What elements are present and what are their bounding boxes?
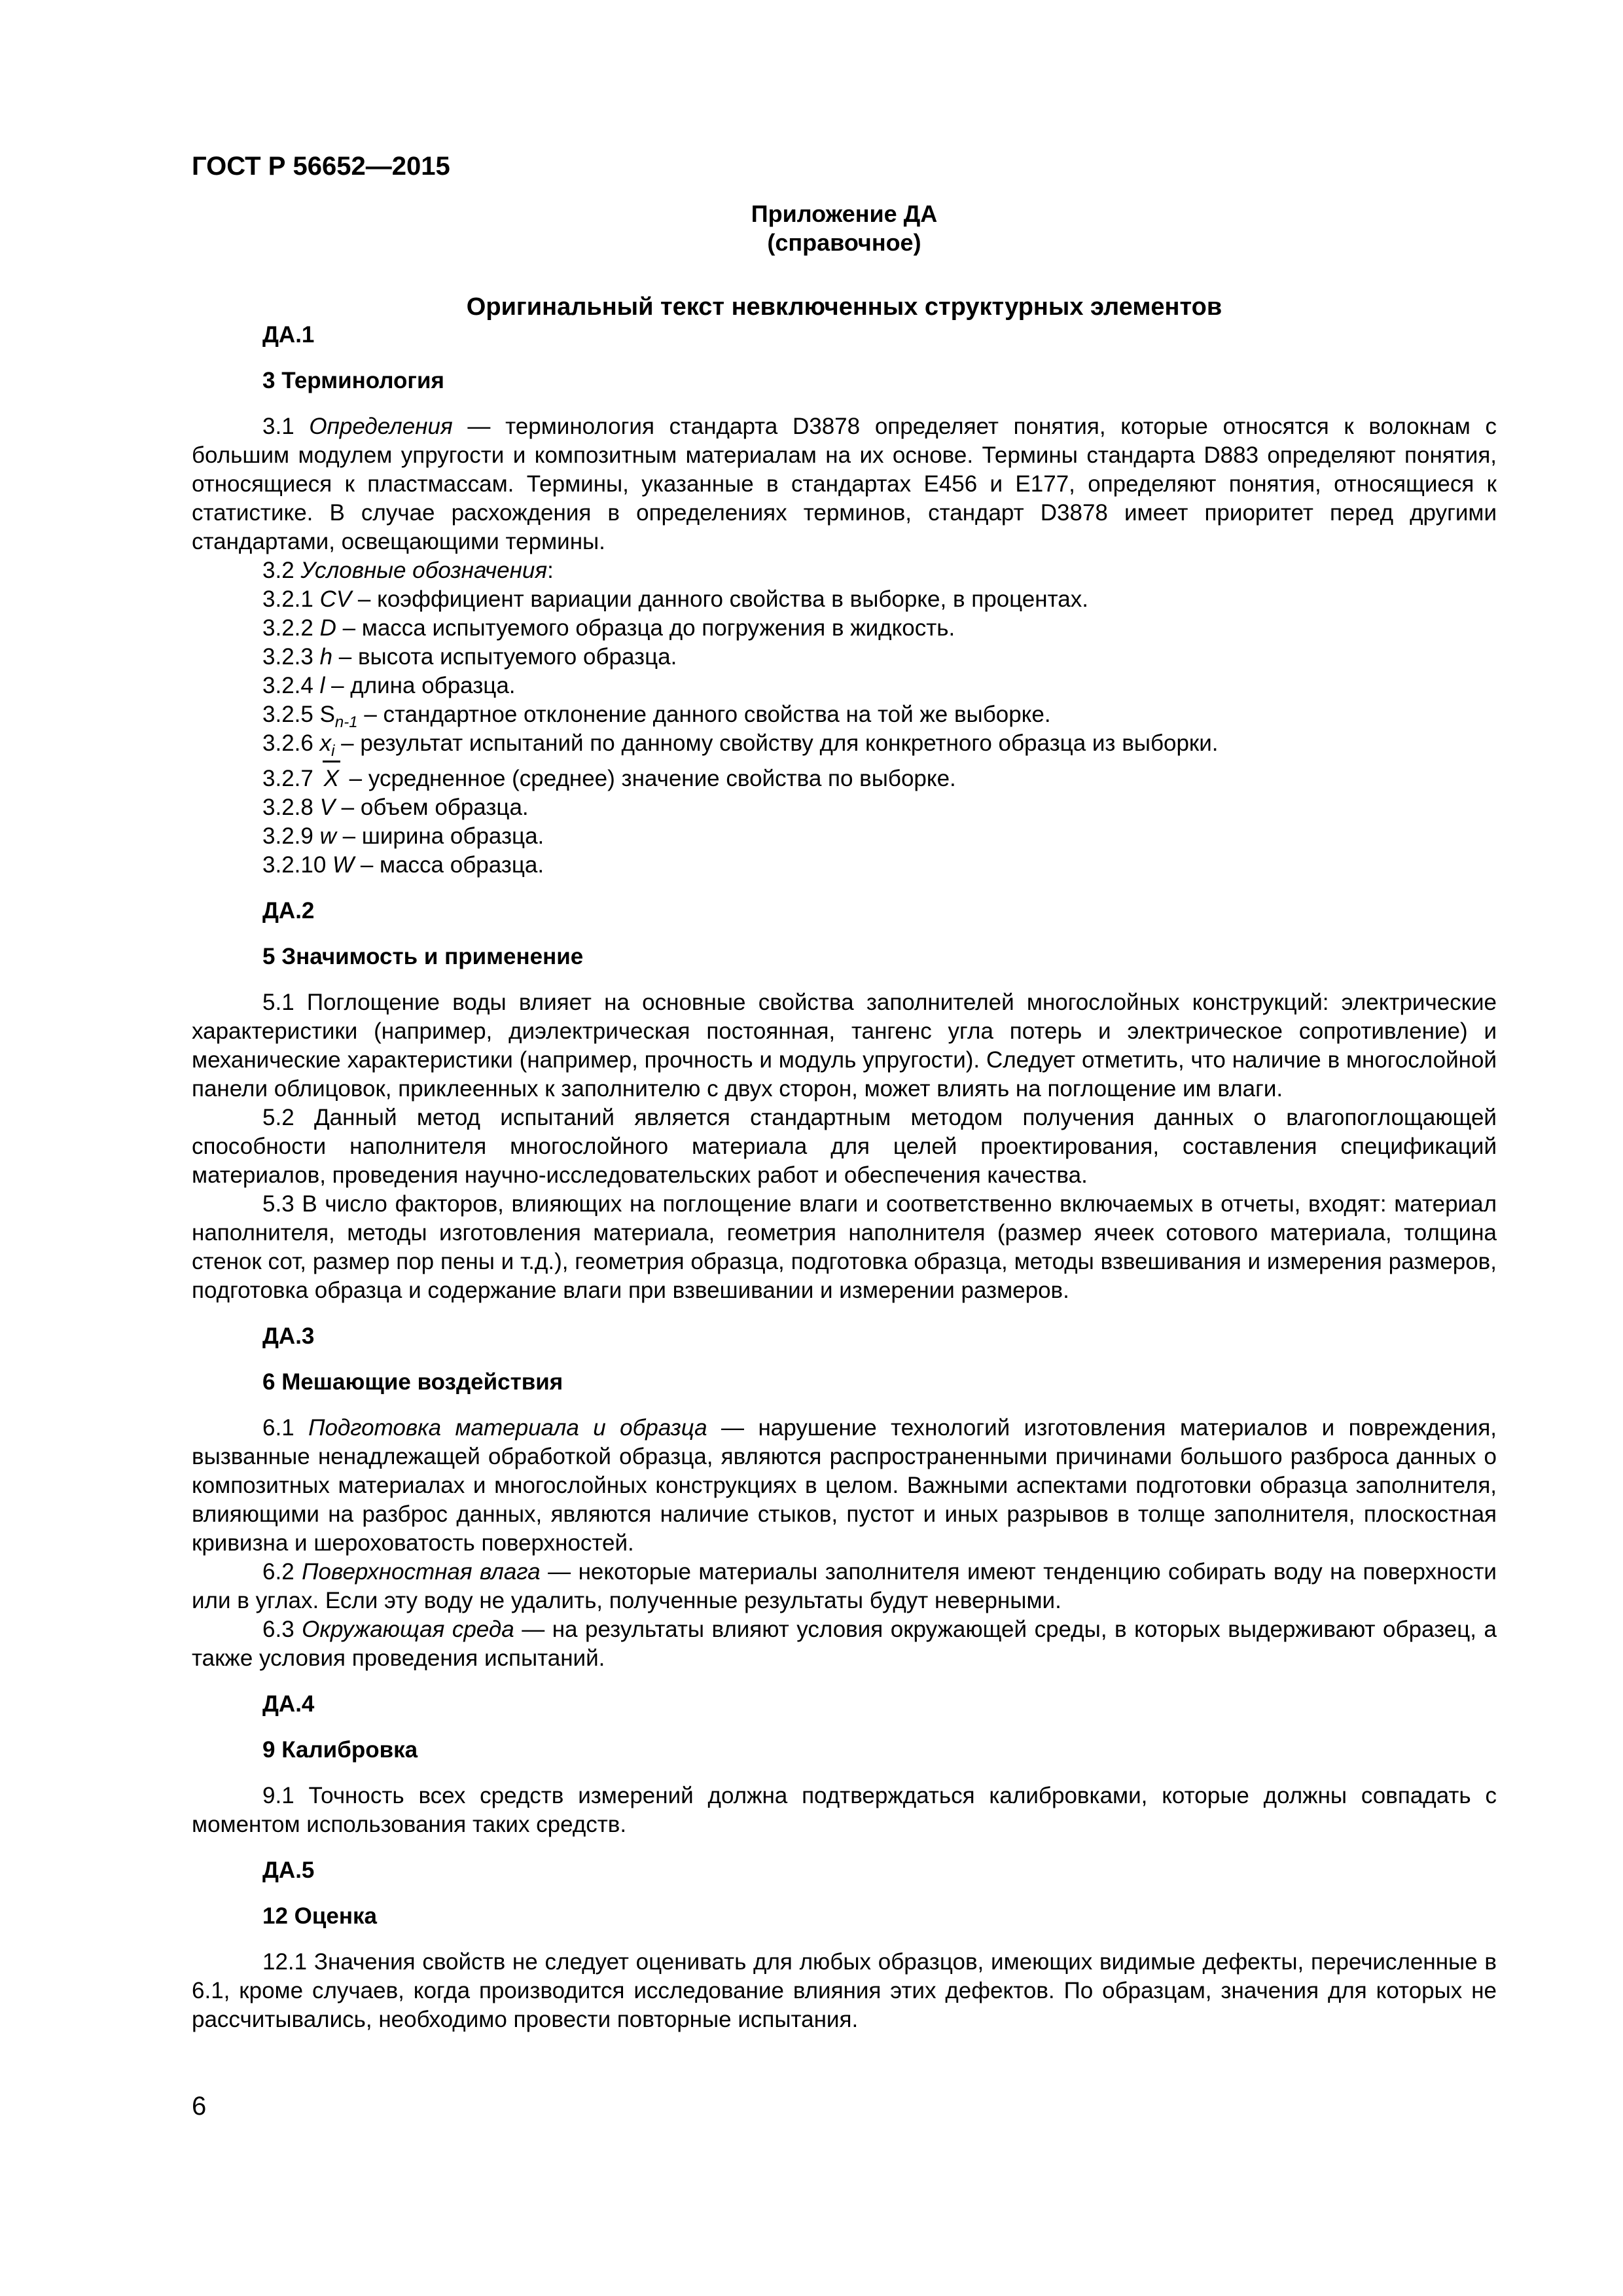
paragraph-6-3: 6.3 Окружающая среда — на результаты влияют условия окружающей среды, в которых выдерживают образец, а также условия проведения испытаний. <box>192 1617 1497 1671</box>
symbol-item: 3.2.7 X – усредненное (среднее) значение свойства по выборке. <box>262 764 1497 793</box>
symbol-item: 3.2.5 $S_{n-1}$ – стандартное отклонение данного свойства на той же выборке. <box>262 702 1051 731</box>
paragraph-5-3: 5.3 В число факторов, влияющих на поглощение влаги и соответственно включаемых в отчеты, входят: материал наполнителя, методы изготовления материала, геометрия наполнителя (размер ячеек сотового материала, толщина стенок сот, размер пор пены и т.д.), геометрия образца, подготовка образца, методы взвешивания и измерения размеров, подготовка образца и содержание влаги при взвешивании и измерении размеров. <box>192 1191 1497 1303</box>
symbol-item: 3.2.10 W – масса образца. <box>262 852 544 878</box>
section-title-significance: 5 Значимость и применение <box>262 944 584 969</box>
appendix-note: (справочное) <box>767 229 921 256</box>
appendix-heading: Оригинальный текст невключенных структурных элементов <box>466 293 1222 321</box>
section-label-da2: ДА.2 <box>262 898 315 924</box>
paragraph-9-1: 9.1 Точность всех средств измерений должна подтверждаться калибровками, которые должны совпадать с моментом использования таких средств. <box>192 1783 1497 1837</box>
section-title-terminology: 3 Терминология <box>262 368 444 393</box>
symbol-item: 3.2.3 h – высота испытуемого образца. <box>262 644 677 670</box>
symbol-item: 3.2.4 l – длина образца. <box>262 673 516 698</box>
section-title-interferences: 6 Мешающие воздействия <box>262 1369 563 1395</box>
appendix-title: Приложение ДА <box>751 200 938 227</box>
symbol-item: 3.2.6 $x_i$ – результат испытаний по данному свойству для конкретного образца из выборки. <box>262 730 1219 760</box>
paragraph-3-2: 3.2 Условные обозначения: <box>262 558 554 583</box>
paragraph-5-2: 5.2 Данный метод испытаний является стандартным методом получения данных о влагопоглощающей способности наполнителя многослойного материала для целей проектирования, составления спецификаций материалов, проведения научно-исследовательских работ и обеспечения качества. <box>192 1105 1497 1188</box>
mean-symbol: X <box>320 764 343 793</box>
symbol-item: 3.2.9 w – ширина образца. <box>262 823 544 849</box>
section-title-evaluation: 12 Оценка <box>262 1903 377 1929</box>
document-id: ГОСТ Р 56652—2015 <box>192 152 450 181</box>
paragraph-6-1: 6.1 Подготовка материала и образца — нарушение технологий изготовления материалов и повреждения, вызванные ненадлежащей обработкой образца, являются распространенными причинами большого разброса данных о композитных материалах и многослойных конструкциях в целом. Важными аспектами подготовки образца заполнителя, влияющими на разброс данных, являются наличие стыков, пустот и иных разрывов в толще заполнителя, плоскостная кривизна и шероховатость поверхностей. <box>192 1415 1497 1556</box>
page-number: 6 <box>192 2092 207 2121</box>
section-label-da3: ДА.3 <box>262 1323 315 1349</box>
section-label-da1: ДА.1 <box>262 322 315 348</box>
paragraph-5-1: 5.1 Поглощение воды влияет на основные свойства заполнителей многослойных конструкций: электрические характеристики (например, диэлектрическая постоянная, тангенс угла потерь и электрическое сопротивление) и механические характеристики (например, прочность и модуль упругости). Следует отметить, что наличие в многослойной панели облицовок, приклеенных к заполнителю с двух сторон, может влиять на поглощение им влаги. <box>192 990 1497 1102</box>
symbol-item: 3.2.1 CV – коэффициент вариации данного свойства в выборке, в процентах. <box>262 586 1088 612</box>
document-body <box>192 321 1497 2034</box>
paragraph-3-1: 3.1 Определения — терминология стандарта D3878 определяет понятия, которые относятся к волокнам с большим модулем упругости и композитным материалам на их основе. Термины стандарта D883 определяют понятия, относящиеся к пластмассам. Термины, указанные в стандартах E456 и E177, определяют понятия, относящиеся к статистике. В случае расхождения в определениях терминов, стандарт D3878 имеет приоритет перед другими стандартами, освещающими термины. <box>192 414 1497 554</box>
section-label-da4: ДА.4 <box>262 1691 315 1717</box>
section-title-calibration: 9 Калибровка <box>262 1737 418 1763</box>
paragraph-6-2: 6.2 Поверхностная влага — некоторые материалы заполнителя имеют тенденцию собирать воду на поверхности или в углах. Если эту воду не удалить, полученные результаты будут неверными. <box>192 1559 1497 1613</box>
section-label-da5: ДА.5 <box>262 1857 315 1883</box>
paragraph-12-1: 12.1 Значения свойств не следует оценивать для любых образцов, имеющих видимые дефекты, перечисленные в 6.1, кроме случаев, когда производится исследование влияния этих дефектов. По образцам, значения для которых не рассчитывались, необходимо провести повторные испытания. <box>192 1949 1497 2032</box>
symbol-item: 3.2.2 D – масса испытуемого образца до погружения в жидкость. <box>262 615 955 641</box>
symbol-item: 3.2.8 V – объем образца. <box>262 795 529 820</box>
